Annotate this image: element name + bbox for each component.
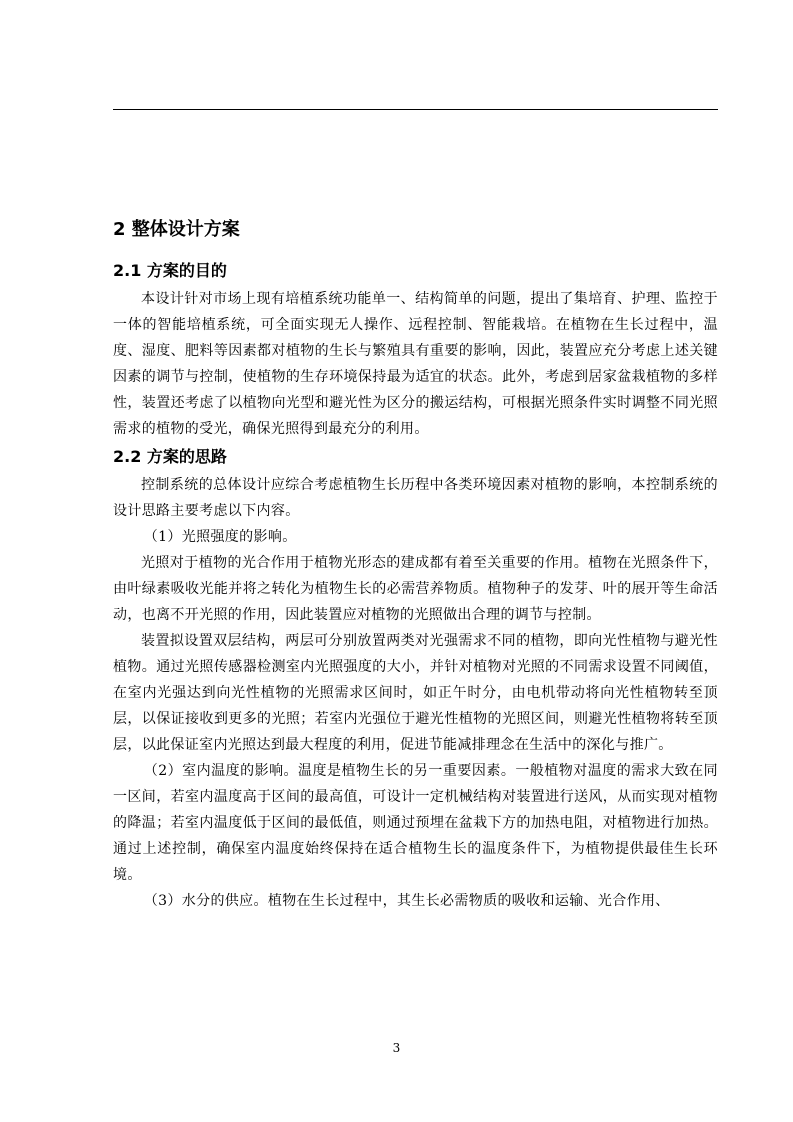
- chapter-title: 2 整体设计方案: [113, 219, 240, 240]
- header-rule: [113, 109, 718, 110]
- paragraph-purpose: 本设计针对市场上现有培植系统功能单一、结构简单的问题，提出了集培育、护理、监控于一体的智能培植系统，可全面实现无人操作、远程控制、智能栽培。在植物在生长过程中，温度、湿度、肥料等因素都对植物的生长与繁殖具有重要的影响，因此，装置应充分考虑上述关键因素的调节与控制，使植物的生存环境保持最为适宜的状态。此外，考虑到居家盆栽植物的多样性，装置还考虑了以植物向光型和避光性为区分的搬运结构，可根据光照条件实时调整不同光照需求的植物的受光，确保光照得到最充分的利用。: [113, 291, 718, 437]
- page-number: 3: [392, 1041, 401, 1055]
- list-item-temperature: （2）室内温度的影响。温度是植物生长的另一重要因素。一般植物对温度的需求大致在同一区间，若室内温度高于区间的最高值，可设计一定机械结构对装置进行送风，从而实现对植物的降温；若室内温度低于区间的最低值，则通过预埋在盆栽下方的加热电阻，对植物进行加热。通过上述控制，确保室内温度始终保持在适合植物生长的温度条件下，为植物提供最佳生长环境。: [113, 763, 718, 883]
- paragraph-light-importance: 光照对于植物的光合作用于植物光形态的建成都有着至关重要的作用。植物在光照条件下，由叶绿素吸收光能并将之转化为植物生长的必需营养物质。植物种子的发芽、叶的展开等生命活动，也离不开光照的作用，因此装置应对植物的光照做出合理的调节与控制。: [113, 555, 718, 623]
- section-title-approach: 2.2 方案的思路: [113, 447, 227, 466]
- list-item-water: （3）水分的供应。植物在生长过程中，其生长必需物质的吸收和运输、光合作用、: [143, 893, 670, 909]
- paragraph-approach-intro: 控制系统的总体设计应综合考虑植物生长历程中各类环境因素对植物的影响，本控制系统的设计思路主要考虑以下内容。: [113, 477, 718, 519]
- paragraph-light-structure: 装置拟设置双层结构，两层可分别放置两类对光强需求不同的植物，即向光性植物与避光性植物。通过光照传感器检测室内光照强度的大小，并针对植物对光照的不同需求设置不同阈值，在室内光强达到向光性植物的光照需求区间时，如正午时分，由电机带动将向光性植物转至顶层，以保证接收到更多的光照；若室内光强位于避光性植物的光照区间，则避光性植物将转至顶层，以此保证室内光照达到最大程度的利用，促进节能减排理念在生活中的深化与推广。: [113, 633, 718, 753]
- section-title-purpose: 2.1 方案的目的: [113, 261, 227, 280]
- list-item-light: （1）光照强度的影响。: [143, 529, 297, 545]
- page-content: [113, 214, 718, 914]
